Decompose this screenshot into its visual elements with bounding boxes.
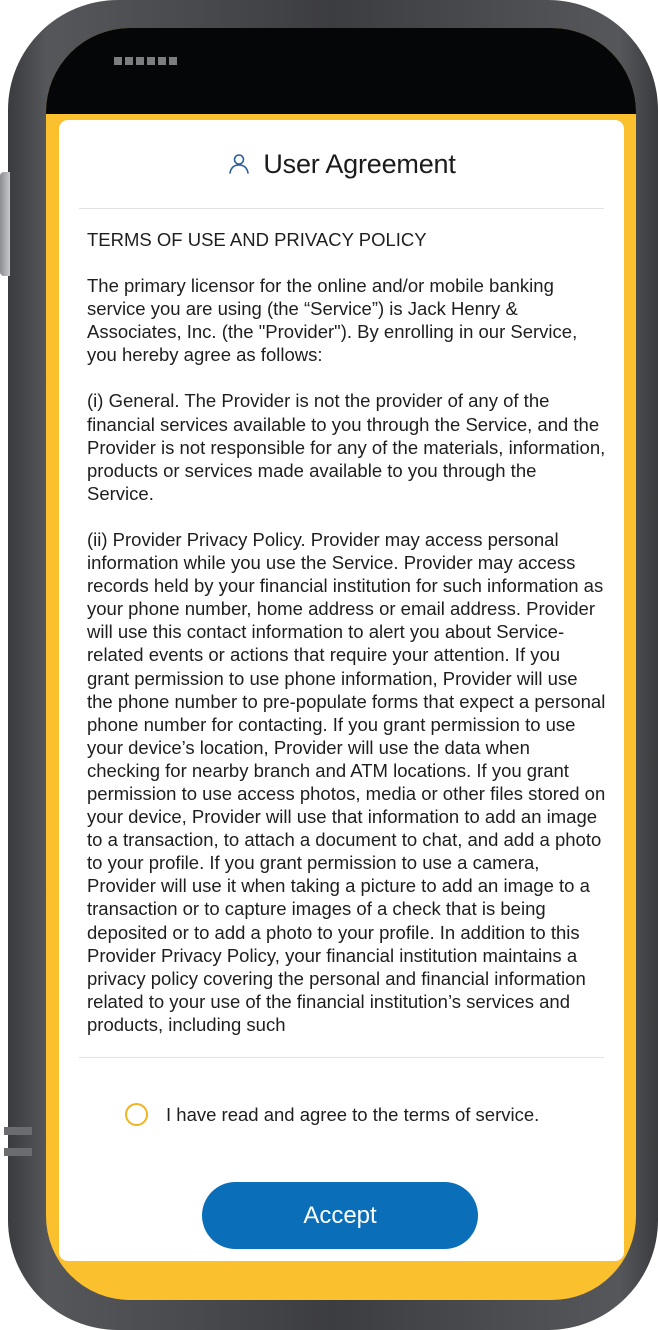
agree-radio-button[interactable] bbox=[125, 1103, 148, 1126]
terms-paragraph: (i) General. The Provider is not the provider of any of the financial services available to you through the Service, and the Provider is not responsible for any of the materials, information, products or services made available to you through the Service. bbox=[87, 390, 606, 504]
accept-button[interactable]: Accept bbox=[202, 1182, 478, 1249]
terms-paragraph: (ii) Provider Privacy Policy. Provider may access personal information while you use the Service. Provider may access records held by your financial institution for such information as your phone number, home address or email address. Provider will use this contact information to alert you about Service-related events or actions that require your attention. If you grant permission to use phone information, Provider will use the phone number to pre-populate forms that expect a personal phone number for contacting. If you grant permission to use your device’s location, Provider will use the data when checking for nearby branch and ATM locations. If you grant permission to use access photos, media or other files stored on your device, Provider will use that information to add an image to a transaction, to attach a document to chat, and add a photo to your profile. If you grant permission to use a camera, Provider will use it when taking a picture to add an image to a transaction or to capture images of a check that is being deposited or to add a photo to your profile. In addition to this Provider Privacy Policy, your financial institution maintains a privacy policy covering the personal and financial information related to your use of the financial institution’s services and products, including such bbox=[87, 528, 606, 1035]
page-title: User Agreement bbox=[263, 148, 456, 179]
agree-terms-option[interactable] bbox=[125, 1103, 539, 1126]
user-icon bbox=[227, 152, 251, 176]
divider bbox=[79, 208, 604, 209]
terms-scroll-area[interactable] bbox=[87, 228, 607, 1056]
divider bbox=[79, 1057, 604, 1058]
phone-screen bbox=[46, 28, 636, 1300]
side-volume-button bbox=[0, 172, 10, 276]
terms-paragraph: The primary licensor for the online and/or mobile banking service you are using (the “Service”) is Jack Henry & Associates, Inc. (the "Provider"). By enrolling in our Service, you hereby agree as follows: bbox=[87, 275, 578, 366]
modal-header bbox=[59, 120, 624, 208]
speaker-grille-icon bbox=[114, 57, 177, 65]
side-mark bbox=[4, 1148, 32, 1156]
agree-label[interactable]: I have read and agree to the terms of service. bbox=[166, 1103, 540, 1125]
side-mark bbox=[4, 1127, 32, 1135]
top-bezel bbox=[46, 28, 636, 114]
user-agreement-modal bbox=[59, 120, 624, 1261]
terms-heading: TERMS OF USE AND PRIVACY POLICY bbox=[87, 229, 427, 250]
